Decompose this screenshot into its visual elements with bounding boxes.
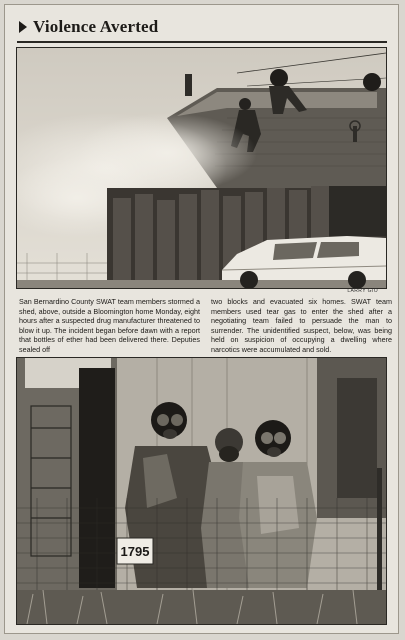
top-photo: [16, 47, 387, 289]
newspaper-clipping: [4, 4, 399, 634]
headline-rule: [17, 41, 387, 43]
headline-marker: [19, 21, 27, 33]
headline: [19, 17, 158, 37]
address-sign: 1795: [120, 544, 150, 559]
photo-credit: LARRY GIO: [347, 288, 378, 294]
bottom-photo: [16, 357, 387, 625]
caption-right: two blocks and evacuated six homes. SWAT team members used tear gas to enter the shed after a negotiating team failed to persuade the man to surrender. The unidentified suspect, below, was being held on suspicion of occupying a dwelling where narcotics were accumulated and sold.: [211, 297, 392, 354]
caption-left: San Bernardino County SWAT team members stormed a shed, above, outside a Bloomington home Monday, eight hours after a suspected drug manufacturer threatened to blow it up. The incident began before dawn with a report that bottles of ether had been delivered there. Deputies sealed off: [19, 297, 200, 354]
headline-text: Violence Averted: [33, 17, 159, 36]
